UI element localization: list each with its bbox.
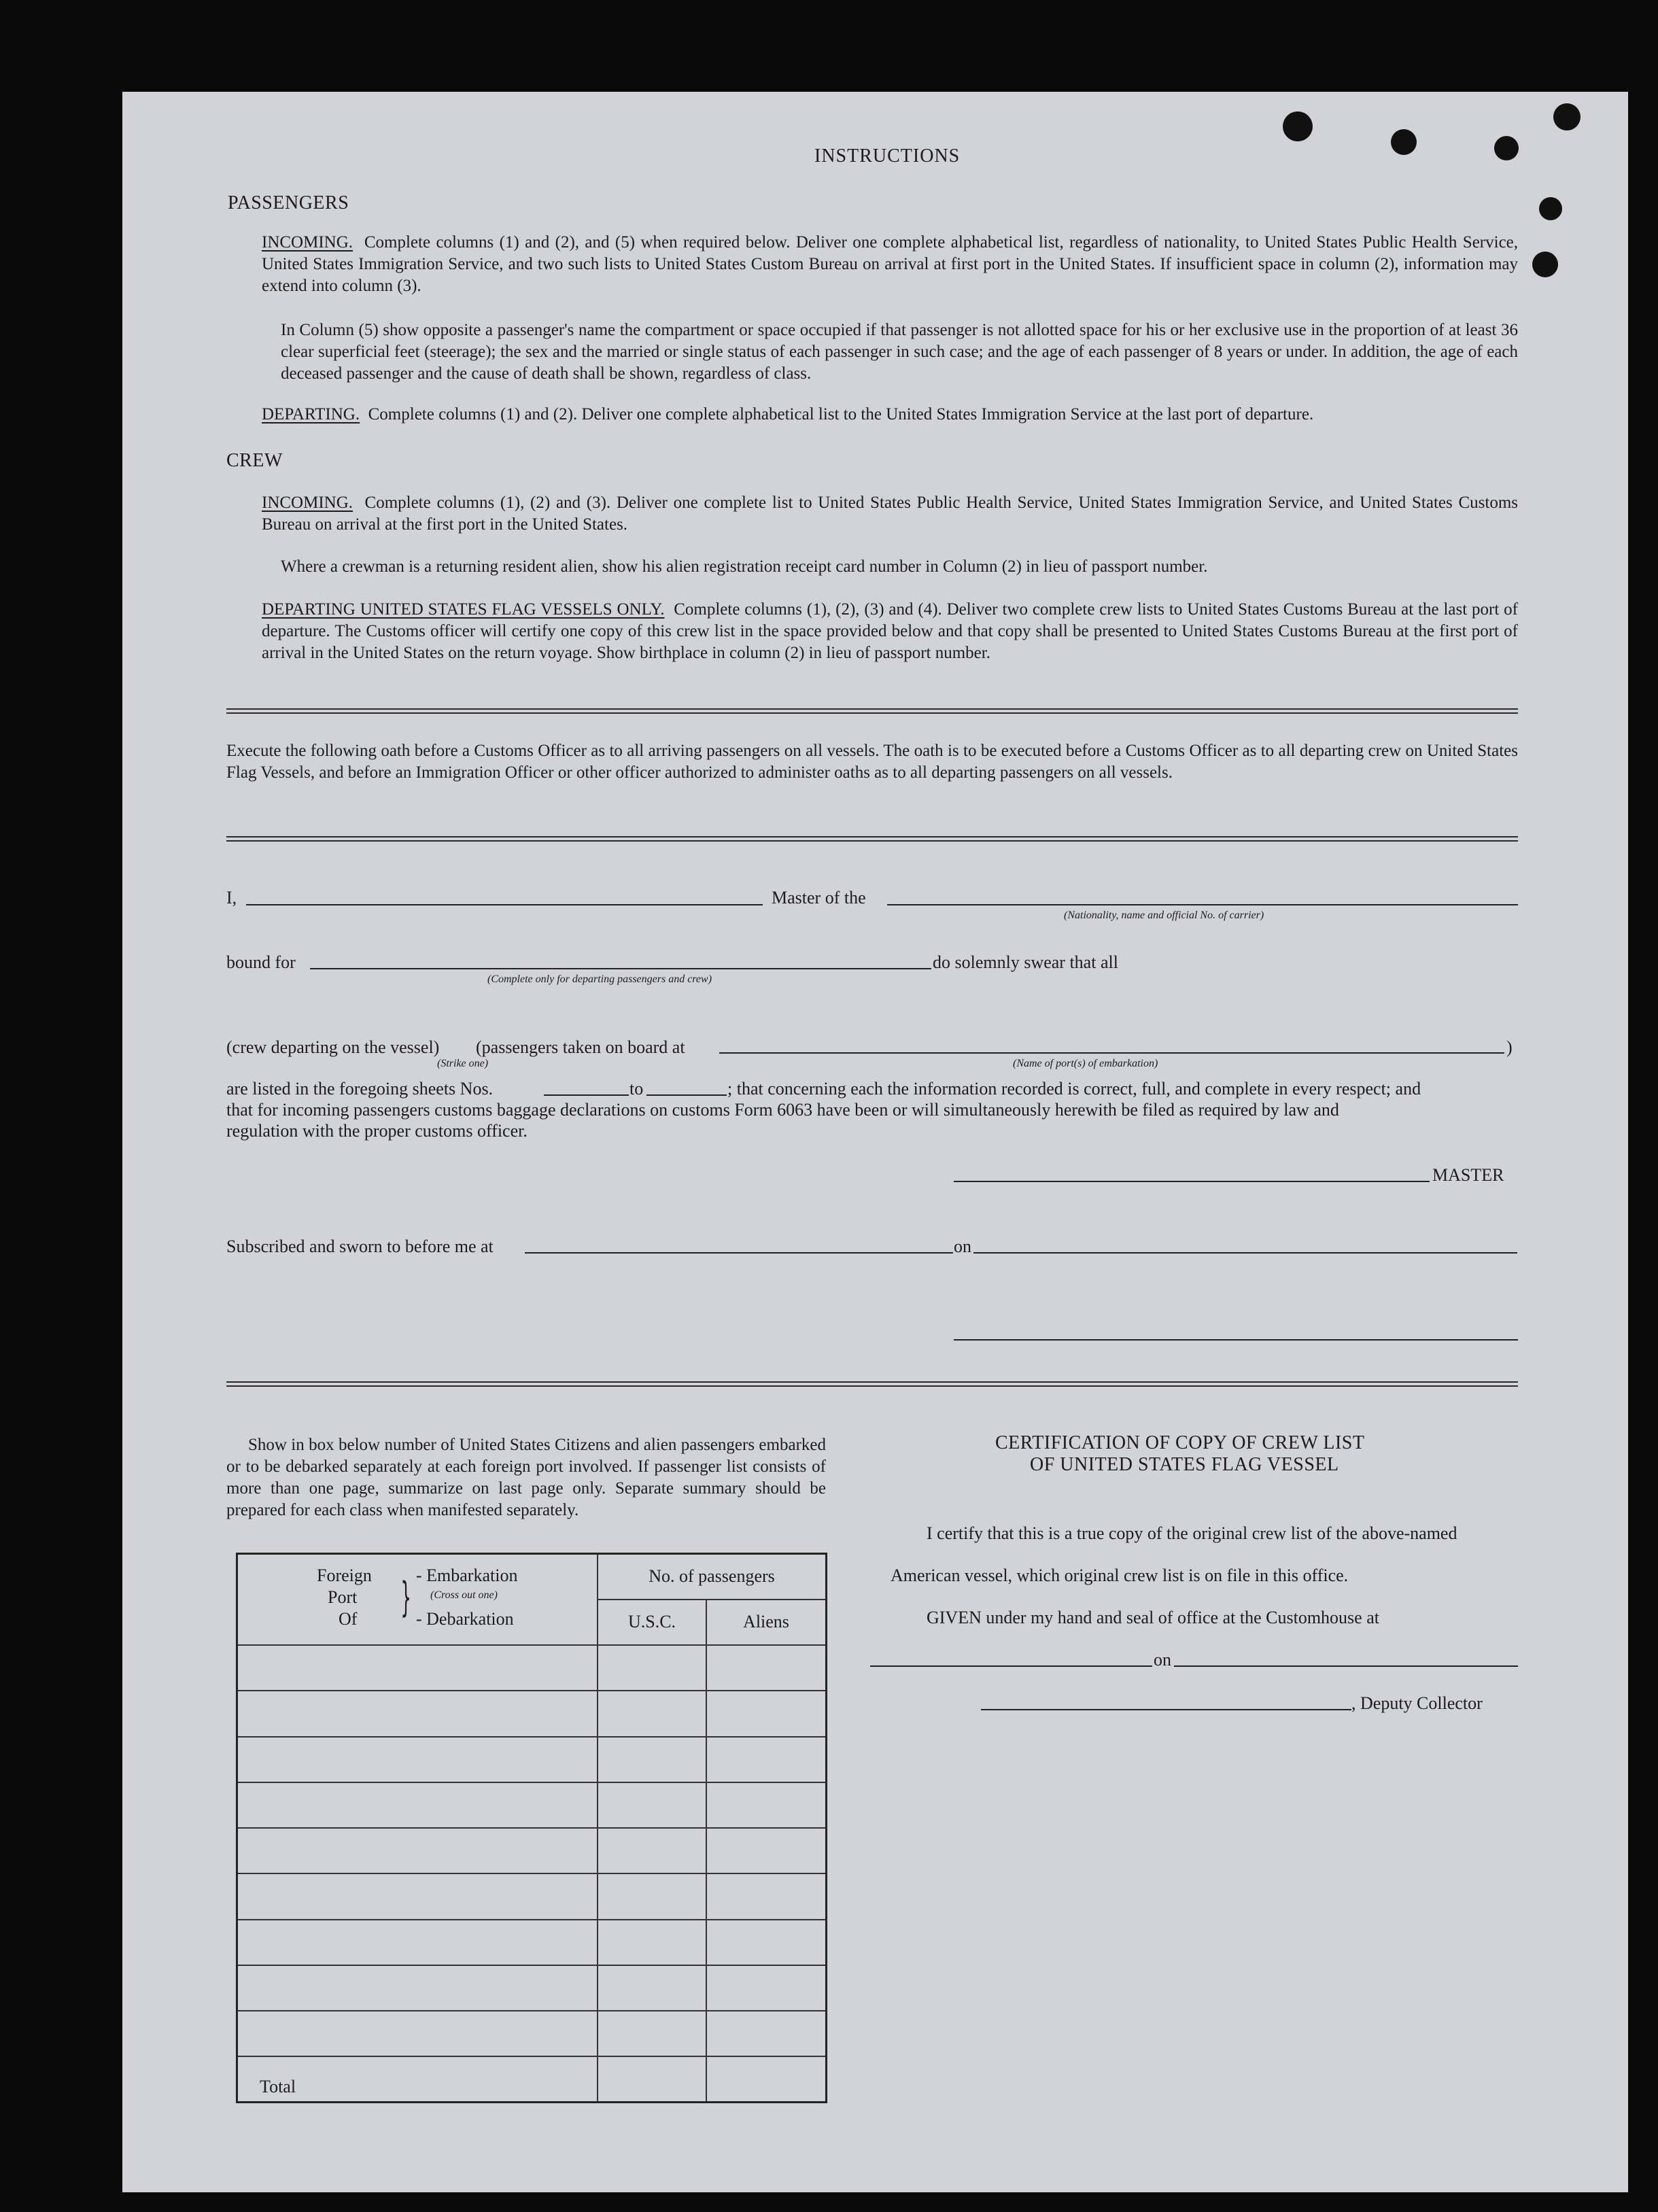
passengers-departing-text: Complete columns (1) and (2). Deliver one complete alphabetical list to the United States Immigration Service at the last port of departure. bbox=[368, 405, 1314, 424]
port-cell[interactable] bbox=[237, 2011, 598, 2056]
punch-hole bbox=[1494, 136, 1519, 160]
aliens-cell[interactable] bbox=[706, 1873, 827, 1919]
crew-heading: CREW bbox=[226, 450, 283, 471]
port-cell[interactable] bbox=[237, 1873, 598, 1919]
passengers-board-label: (passengers taken on board at bbox=[476, 1037, 685, 1057]
given-line: GIVEN under my hand and seal of office at the Customhouse at bbox=[927, 1608, 1379, 1627]
foreign-label: Foreign bbox=[317, 1566, 372, 1585]
passengers-incoming-paragraph bbox=[262, 232, 1518, 297]
crew-resident-paragraph bbox=[281, 556, 1518, 578]
aliens-cell[interactable] bbox=[706, 1737, 827, 1782]
deputy-signature-field[interactable] bbox=[981, 1709, 1351, 1710]
close-paren: ) bbox=[1506, 1037, 1513, 1057]
usc-cell[interactable] bbox=[598, 1737, 706, 1782]
punch-hole bbox=[1539, 197, 1562, 220]
port-label: Port bbox=[328, 1587, 358, 1607]
embarkation-hint: (Name of port(s) of embarkation) bbox=[1013, 1058, 1158, 1069]
listed-text-1: ; that concerning each the information recorded is correct, full, and complete in every respect; and bbox=[727, 1079, 1421, 1099]
summary-instructions-text: Show in box below number of United States Citizens and alien passengers embarked or to be debarked separately at each foreign port involved. If passenger list consists of more than one page, summarize on last page only. Separate summary should be prepared for each class when manifested separately. bbox=[226, 1436, 826, 1519]
carrier-field[interactable] bbox=[887, 904, 1518, 905]
foreign-port-header bbox=[237, 1554, 598, 1646]
port-cell[interactable] bbox=[237, 1782, 598, 1828]
port-cell[interactable] bbox=[237, 1691, 598, 1736]
crew-departing-label: (crew departing on the vessel) bbox=[226, 1037, 440, 1057]
carrier-hint: (Nationality, name and official No. of carrier) bbox=[1064, 910, 1264, 921]
certification-title-1: CERTIFICATION OF COPY OF CREW LIST bbox=[995, 1432, 1365, 1453]
no-passengers-header: No. of passengers bbox=[598, 1554, 827, 1600]
aliens-cell[interactable] bbox=[706, 1691, 827, 1736]
page-title: INSTRUCTIONS bbox=[814, 145, 961, 167]
brace-icon: } bbox=[400, 1574, 411, 1621]
of-label: Of bbox=[339, 1609, 358, 1629]
passengers-column5-paragraph bbox=[281, 319, 1518, 385]
master-label: MASTER bbox=[1432, 1165, 1504, 1185]
crew-incoming-paragraph bbox=[262, 492, 1518, 536]
passengers-incoming-text: Complete columns (1) and (2), and (5) when required below. Deliver one complete alphabetical list, regardless of nationality, to United States Public Health Service, United States Immigration Service, and two such lists to United States Custom Bureau on arrival at first port in the United States. If insufficient space in column (2), information may extend into column (3). bbox=[262, 233, 1519, 295]
oath-instruction-text: Execute the following oath before a Customs Officer as to all arriving passengers on all vessels. The oath is to be executed before a Customs Officer as to all departing crew on United States Flag Vessels, and before an Immigration Officer or other officer authorized to administer oaths as to all departing passengers on all vessels. bbox=[226, 742, 1518, 782]
master-signature-field[interactable] bbox=[954, 1181, 1430, 1182]
certify-line-1: I certify that this is a true copy of the original crew list of the above-named bbox=[927, 1523, 1457, 1543]
punch-hole bbox=[1532, 252, 1558, 277]
passengers-departing-label: DEPARTING. bbox=[262, 405, 360, 424]
summary-instructions bbox=[226, 1434, 826, 1521]
usc-cell[interactable] bbox=[598, 1920, 706, 1965]
passengers-column5-text: In Column (5) show opposite a passenger's name the compartment or space occupied if that passenger is not allotted space for his or her exclusive use in the proportion of at least 36 clear superficial feet (steerage); the sex and the married or single status of each passenger in such case; and the age of each passenger of 8 years or under. In addition, the age of each deceased passenger and the cause of death shall be shown, regardless of class. bbox=[281, 321, 1518, 383]
crew-resident-text: Where a crewman is a returning resident alien, show his alien registration receipt card number in Column (2) in lieu of passport number. bbox=[281, 557, 1208, 576]
usc-cell[interactable] bbox=[598, 1782, 706, 1828]
to-label: to bbox=[629, 1079, 644, 1099]
sheet-to-field[interactable] bbox=[646, 1094, 727, 1096]
aliens-total-cell[interactable] bbox=[706, 2056, 827, 2102]
sworn-on-label: on bbox=[954, 1237, 971, 1256]
sworn-place-field[interactable] bbox=[525, 1252, 953, 1254]
aliens-cell[interactable] bbox=[706, 1782, 827, 1828]
passengers-departing-paragraph bbox=[262, 404, 1518, 426]
crew-departing-text: Complete columns (1), (2), (3) and (4). Deliver two complete crew lists to United States Customs Bureau at the last port of departure. The Customs officer will certify one copy of this crew list in the space provided below and that copy shall be presented to United States Customs Bureau at the first port of arrival in the United States on the return voyage. Show birthplace in column (2) in lieu of passport number. bbox=[262, 600, 1518, 662]
port-cell[interactable] bbox=[237, 1965, 598, 2011]
certification-title-2: OF UNITED STATES FLAG VESSEL bbox=[1030, 1454, 1339, 1475]
port-cell[interactable] bbox=[237, 1645, 598, 1691]
aliens-cell[interactable] bbox=[706, 1965, 827, 2011]
aliens-cell[interactable] bbox=[706, 1828, 827, 1873]
debarkation-label: - Debarkation bbox=[416, 1609, 514, 1629]
certification-on-label: on bbox=[1154, 1650, 1171, 1670]
usc-cell[interactable] bbox=[598, 1873, 706, 1919]
deputy-collector-label: , Deputy Collector bbox=[1351, 1693, 1483, 1713]
officer-signature-field[interactable] bbox=[954, 1339, 1518, 1341]
strike-one-hint: (Strike one) bbox=[437, 1058, 489, 1069]
usc-cell[interactable] bbox=[598, 1691, 706, 1736]
usc-cell[interactable] bbox=[598, 1645, 706, 1691]
sheet-from-field[interactable] bbox=[544, 1094, 629, 1096]
aliens-cell[interactable] bbox=[706, 1920, 827, 1965]
master-name-field[interactable] bbox=[246, 904, 763, 905]
certify-line-2: American vessel, which original crew list is on file in this office. bbox=[891, 1566, 1349, 1585]
port-cell[interactable] bbox=[237, 1920, 598, 1965]
embarkation-port-field[interactable] bbox=[719, 1052, 1504, 1054]
punch-hole bbox=[1391, 129, 1417, 155]
listed-text-2: that for incoming passengers customs baggage declarations on customs Form 6063 have been or will simultaneously herewith be filed as required by law and bbox=[226, 1100, 1339, 1120]
port-cell[interactable] bbox=[237, 1828, 598, 1873]
customhouse-field[interactable] bbox=[870, 1665, 1152, 1667]
crew-departing-label: DEPARTING UNITED STATES FLAG VESSELS ONLY. bbox=[262, 600, 665, 619]
cross-out-hint: (Cross out one) bbox=[430, 1589, 498, 1601]
crew-departing-paragraph bbox=[262, 599, 1518, 664]
bound-for-field[interactable] bbox=[310, 968, 931, 969]
usc-header: U.S.C. bbox=[598, 1600, 706, 1645]
punch-hole bbox=[1283, 111, 1313, 141]
port-cell[interactable] bbox=[237, 1737, 598, 1782]
swear-label: do solemnly swear that all bbox=[933, 952, 1118, 972]
section-divider bbox=[226, 708, 1518, 714]
passengers-incoming-label: INCOMING. bbox=[262, 233, 353, 252]
subscribed-label: Subscribed and sworn to before me at bbox=[226, 1237, 494, 1256]
total-label: Total bbox=[237, 2056, 598, 2102]
aliens-cell[interactable] bbox=[706, 2011, 827, 2056]
embarkation-label: - Embarkation bbox=[416, 1566, 518, 1585]
section-divider bbox=[226, 836, 1518, 842]
certification-date-field[interactable] bbox=[1174, 1665, 1518, 1667]
usc-total-cell[interactable] bbox=[598, 2056, 706, 2102]
usc-cell[interactable] bbox=[598, 2011, 706, 2056]
bound-for-label: bound for bbox=[226, 952, 296, 972]
aliens-header: Aliens bbox=[706, 1600, 827, 1645]
aliens-cell[interactable] bbox=[706, 1645, 827, 1691]
usc-cell[interactable] bbox=[598, 1828, 706, 1873]
listed-label: are listed in the foregoing sheets Nos. bbox=[226, 1079, 494, 1099]
oath-instruction-paragraph bbox=[226, 740, 1518, 784]
listed-text-3: regulation with the proper customs officer. bbox=[226, 1121, 528, 1141]
usc-cell[interactable] bbox=[598, 1965, 706, 2011]
oath-i-label: I, bbox=[226, 888, 237, 908]
passenger-summary-table bbox=[236, 1553, 827, 2103]
section-divider bbox=[226, 1381, 1518, 1387]
crew-incoming-text: Complete columns (1), (2) and (3). Deliver one complete list to United States Public Health Service, United States Immigration Service, and United States Customs Bureau on arrival at the first port in the United States. bbox=[262, 494, 1519, 534]
bound-for-hint: (Complete only for departing passengers and crew) bbox=[487, 973, 712, 985]
sworn-date-field[interactable] bbox=[973, 1252, 1517, 1254]
passengers-heading: PASSENGERS bbox=[228, 192, 349, 213]
punch-hole bbox=[1553, 103, 1581, 131]
master-of-label: Master of the bbox=[772, 888, 866, 908]
crew-incoming-label: INCOMING. bbox=[262, 494, 353, 512]
